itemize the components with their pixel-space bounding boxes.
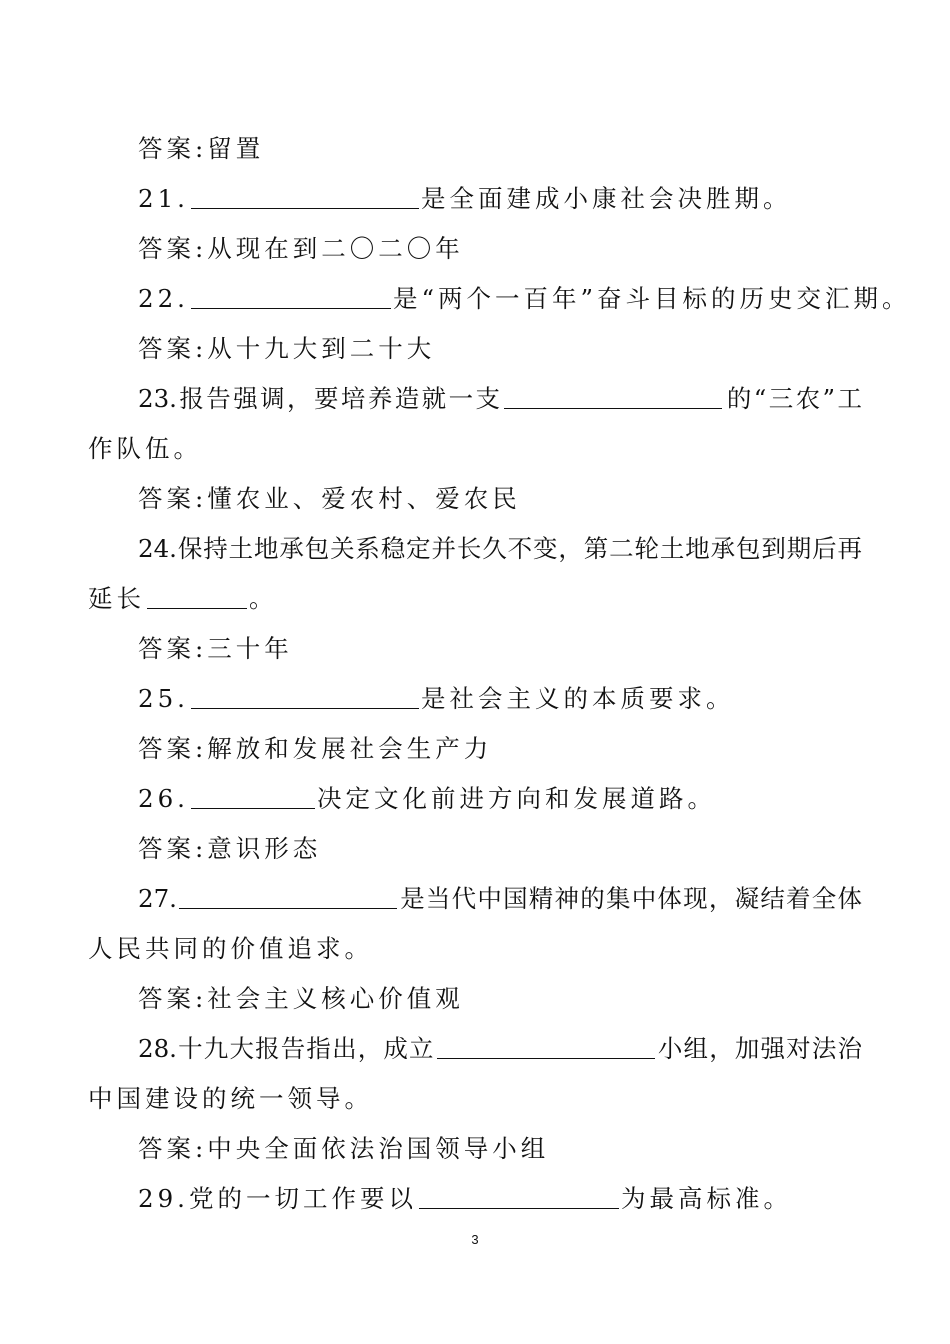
answer-prefix: 答案:: [138, 234, 208, 263]
answer-prefix: 答案:: [138, 984, 208, 1013]
question-24: [138, 531, 862, 567]
answer-prefix: 答案:: [138, 484, 208, 513]
answer-blank: [419, 1184, 619, 1209]
question-28-continued: [88, 1081, 862, 1117]
answer-line: [138, 631, 862, 667]
answer-prefix: 答案:: [138, 134, 208, 163]
question-text: 26.: [138, 784, 189, 813]
question-text: 是“两个一百年”奋斗目标的历史交汇期。: [392, 284, 911, 313]
answer-text: 意识形态: [207, 834, 322, 863]
question-26: [138, 781, 862, 817]
answer-text: 三十年: [207, 634, 293, 663]
question-25: [138, 681, 862, 717]
answer-blank: [504, 384, 722, 409]
question-28: [138, 1031, 862, 1067]
answer-text: 从十九大到二十大: [207, 334, 436, 363]
question-text: 。: [249, 584, 278, 613]
question-text: 是全面建成小康社会决胜期。: [420, 184, 792, 213]
answer-blank: [191, 684, 419, 709]
answer-line: [138, 731, 862, 767]
page-number: 3: [471, 1232, 479, 1247]
answer-blank: [437, 1034, 655, 1059]
answer-prefix: 答案:: [138, 734, 208, 763]
question-22: [138, 281, 911, 317]
question-text: 是社会主义的本质要求。: [420, 684, 735, 713]
question-21: [138, 181, 862, 217]
question-24-continued: [88, 581, 862, 617]
answer-blank: [191, 184, 419, 209]
question-29: [138, 1181, 862, 1217]
answer-prefix: 答案:: [138, 334, 208, 363]
question-text: 28.十九大报告指出，成立: [138, 1034, 435, 1063]
answer-blank: [179, 884, 397, 909]
question-text: 决定文化前进方向和发展道路。: [316, 784, 716, 813]
answer-line: [138, 231, 862, 267]
answer-line: [138, 981, 862, 1017]
question-text: 人民共同的价值追求。: [88, 934, 373, 963]
question-text: 22.: [138, 284, 189, 313]
question-text: 25.: [138, 684, 189, 713]
answer-line: [138, 131, 862, 167]
question-text: 的“三农”工: [724, 384, 862, 413]
question-text: 27.: [138, 884, 177, 913]
question-23: [138, 381, 862, 417]
answer-blank: [191, 784, 315, 809]
answer-text: 解放和发展社会生产力: [207, 734, 493, 763]
answer-text: 留置: [207, 134, 265, 163]
answer-blank: [147, 584, 247, 609]
question-text: 21.: [138, 184, 189, 213]
question-text: 延长: [88, 584, 145, 613]
question-text: 24.保持土地承包关系稳定并长久不变，第二轮土地承包到期后再: [138, 534, 862, 563]
answer-text: 中央全面依法治国领导小组: [207, 1134, 550, 1163]
question-27: [138, 881, 862, 917]
question-text: 为最高标准。: [620, 1184, 792, 1213]
question-23-continued: [88, 431, 862, 467]
question-text: 中国建设的统一领导。: [88, 1084, 373, 1113]
answer-text: 懂农业、爱农村、爱农民: [207, 484, 521, 513]
answer-line: [138, 481, 862, 517]
answer-prefix: 答案:: [138, 1134, 208, 1163]
answer-prefix: 答案:: [138, 834, 208, 863]
answer-prefix: 答案:: [138, 634, 208, 663]
question-text: 小组，加强对法治: [656, 1034, 862, 1063]
question-text: 29.党的一切工作要以: [138, 1184, 417, 1213]
answer-text: 从现在到二〇二〇年: [207, 234, 464, 263]
answer-text: 社会主义核心价值观: [207, 984, 464, 1013]
answer-line: [138, 831, 862, 867]
question-text: 是当代中国精神的集中体现，凝结着全体: [398, 884, 862, 913]
question-27-continued: [88, 931, 862, 967]
question-text: 作队伍。: [88, 434, 202, 463]
answer-line: [138, 1131, 862, 1167]
question-text: 23.报告强调，要培养造就一支: [138, 384, 503, 413]
answer-line: [138, 331, 862, 367]
answer-blank: [191, 284, 391, 309]
